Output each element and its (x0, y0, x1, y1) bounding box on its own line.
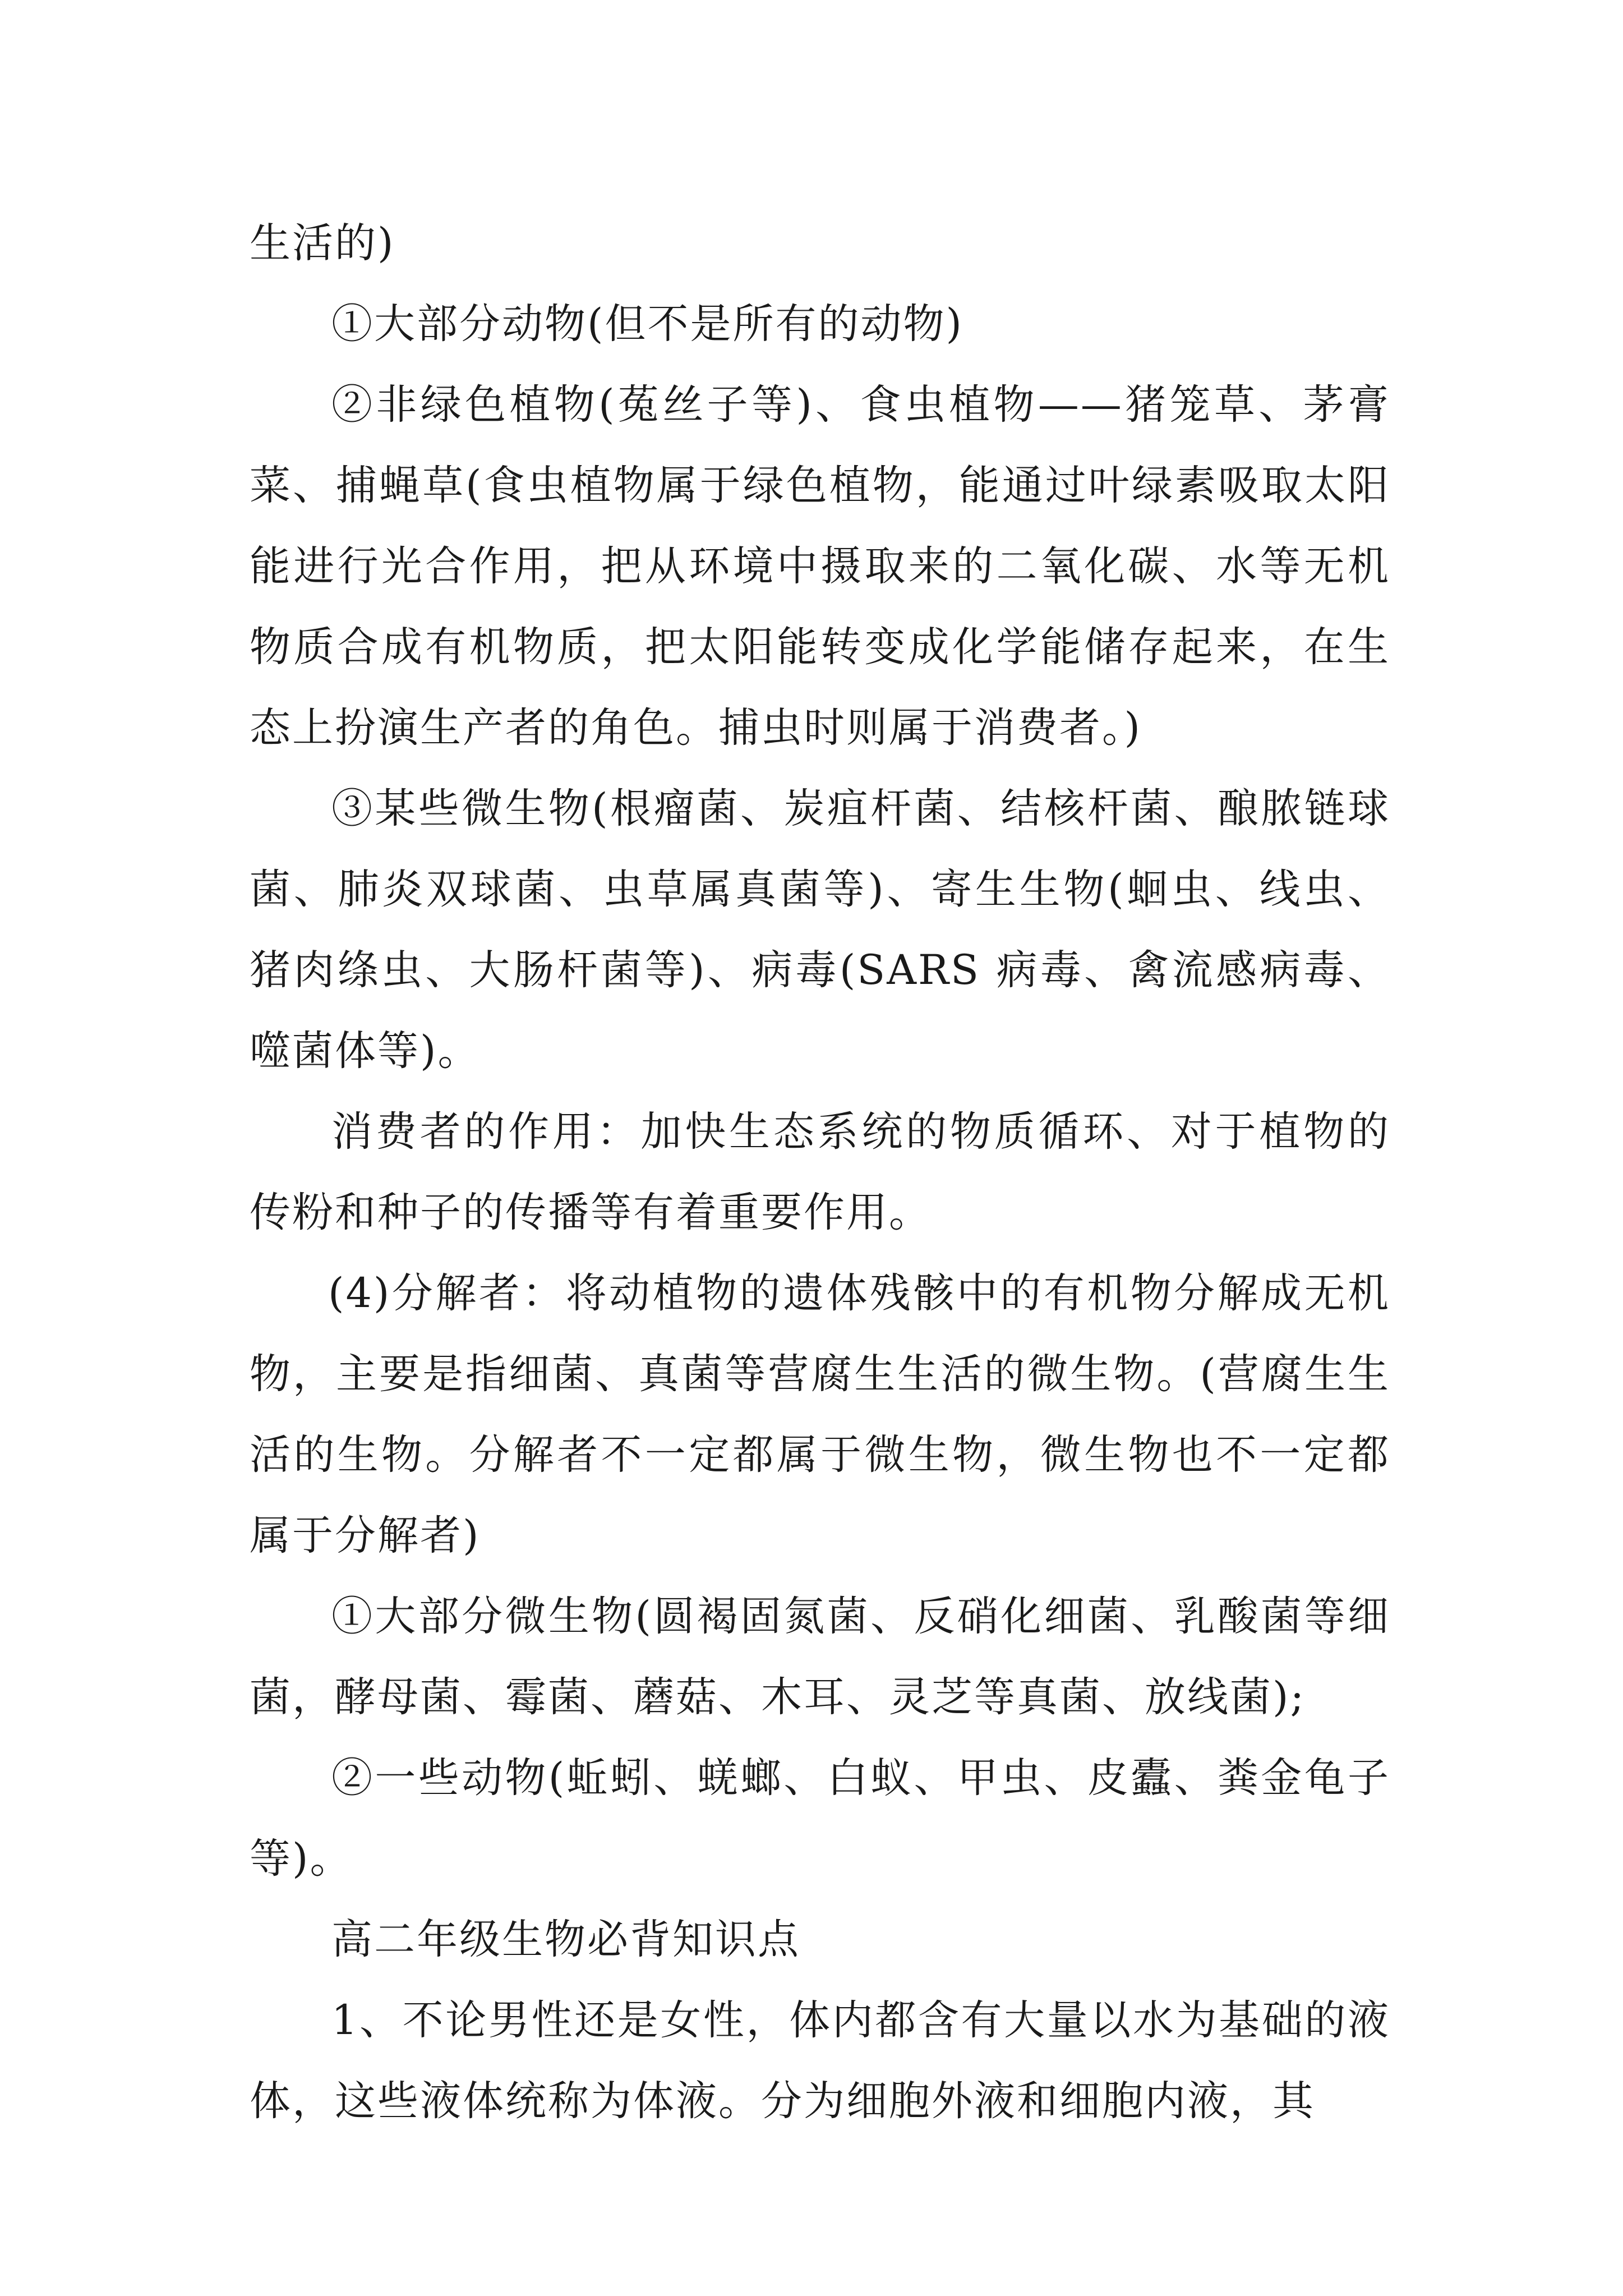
paragraph-continuation: 生活的) (250, 219, 395, 267)
paragraph-consumer-role: 消费者的作用：加快生态系统的物质循环、对于植物的传粉和种子的传播等有着重要作用。 (250, 1108, 1390, 1236)
document-body (250, 203, 1390, 2142)
paragraph-body-fluids: 1、不论男性还是女性，体内都含有大量以水为基础的液体，这些液体统称为体液。分为细胞外液和细胞内液，其 (250, 1996, 1390, 2125)
section-heading: 高二年级生物必背知识点 (331, 1916, 800, 1963)
paragraph-decomposers-animals: ②一些动物(蚯蚓、蜣螂、白蚁、甲虫、皮蠹、粪金龟子等)。 (250, 1754, 1390, 1883)
paragraph-consumers-plants: ②非绿色植物(菟丝子等)、食虫植物——猪笼草、茅膏菜、捕蝇草(食虫植物属于绿色植物，能通过叶绿素吸取太阳能进行光合作用，把从环境中摄取来的二氧化碳、水等无机物质合成有机物质，把太阳能转变成化学能储存起来，在生态上扮演生产者的角色。捕虫时则属于消费者。) (250, 381, 1390, 752)
paragraph-decomposers: (4)分解者：将动植物的遗体残骸中的有机物分解成无机物，主要是指细菌、真菌等营腐生生活的微生物。(营腐生生活的生物。分解者不一定都属于微生物，微生物也不一定都属于分解者) (250, 1269, 1390, 1559)
paragraph-consumers-microbes: ③某些微生物(根瘤菌、炭疽杆菌、结核杆菌、酿脓链球菌、肺炎双球菌、虫草属真菌等)、寄生生物(蛔虫、线虫、猪肉绦虫、大肠杆菌等)、病毒(SARS 病毒、禽流感病毒、噬菌体等)。 (250, 785, 1390, 1075)
paragraph-decomposers-microbes: ①大部分微生物(圆褐固氮菌、反硝化细菌、乳酸菌等细菌，酵母菌、霉菌、蘑菇、木耳、灵芝等真菌、放线菌); (250, 1593, 1390, 1721)
paragraph-consumers-animals: ①大部分动物(但不是所有的动物) (331, 300, 963, 348)
